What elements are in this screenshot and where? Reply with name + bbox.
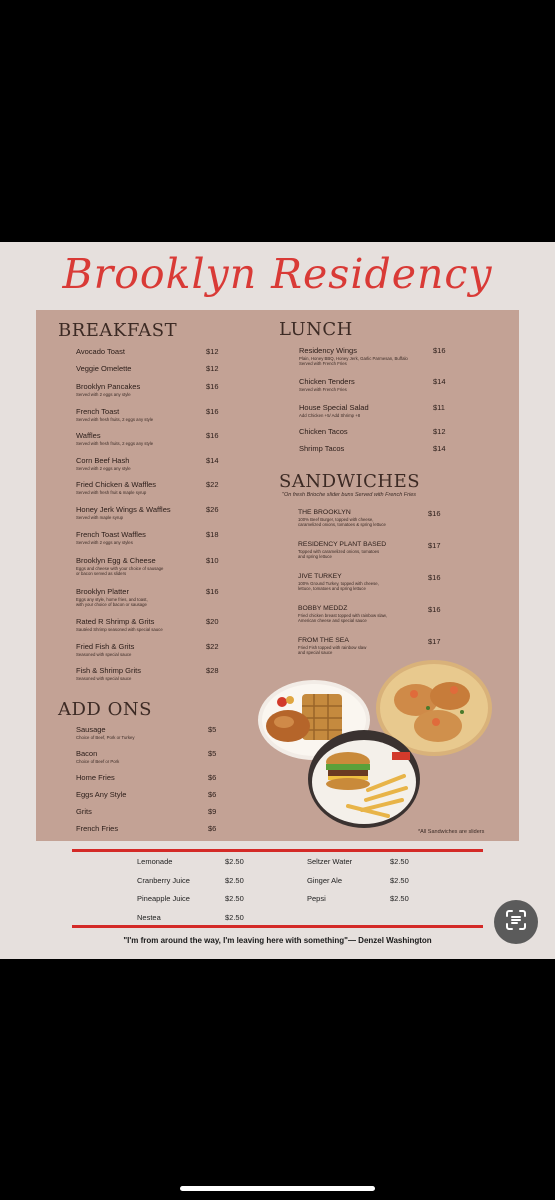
menu-item: Chicken Tenders Served with French Fries [299, 377, 355, 392]
beverage-name: Seltzer Water [307, 857, 353, 866]
item-price: $6 [208, 824, 217, 833]
item-price: $18 [206, 530, 219, 539]
sandwiches-footnote: *All Sandwiches are sliders [418, 829, 485, 835]
menu-item: Bacon Choice of Beef or Pork [76, 749, 120, 764]
item-price: $26 [206, 505, 219, 514]
menu-item: FROM THE SEA Fried Fish topped with rainbow slaw and special sauce [298, 637, 367, 656]
menu-item: Fried Fish & Grits Seasoned with special sauce [76, 642, 135, 657]
menu-item: House Special Salad Add Chicken +5/ Add Shrimp +8 [299, 403, 369, 418]
item-price: $5 [208, 749, 217, 758]
beverage-price: $2.50 [225, 894, 244, 903]
item-price: $16 [428, 509, 441, 518]
menu-item: Brooklyn Platter Eggs any style, home fries, and toast, with your choice of bacon or sausage [76, 587, 148, 608]
beverage-price: $2.50 [225, 913, 244, 922]
menu-item: Corn Beef Hash Served with 2 eggs any style [76, 456, 131, 471]
menu-item: Fried Chicken & Waffles Served with fresh fruit & maple syrup [76, 480, 157, 495]
lunch-heading: LUNCH [279, 319, 353, 340]
menu-item: Brooklyn Pancakes Served with 2 eggs any style [76, 382, 141, 397]
item-price: $16 [206, 407, 219, 416]
item-price: $16 [206, 431, 219, 440]
beverage-name: Nestea [137, 913, 161, 922]
menu-item: Brooklyn Egg & Cheese Eggs and cheese with your choice of sausage or bacon served as sliders [76, 556, 164, 577]
menu-item: French Toast Served with fresh fruits, 2 eggs any style [76, 407, 154, 422]
menu-item: RESIDENCY PLANT BASED Topped with caramelized onions, tomatoes and spring lettuce [298, 541, 387, 560]
item-price: $5 [208, 725, 217, 734]
text-scan-button[interactable] [494, 900, 538, 944]
menu-item: JIVE TURKEY 100% Ground Turkey, topped with cheese, lettuce, tomatoes and spring lettuce [298, 573, 379, 592]
burger-fries-photo [308, 730, 420, 828]
menu-item: Veggie Omelette [76, 364, 132, 373]
item-price: $17 [428, 637, 441, 646]
beverage-price: $2.50 [390, 857, 409, 866]
item-price: $16 [428, 605, 441, 614]
menu-item: Waffles Served with fresh fruits, 2 eggs any style [76, 431, 154, 446]
home-indicator[interactable] [180, 1186, 375, 1191]
item-price: $14 [433, 444, 446, 453]
sandwiches-heading: SANDWICHES [279, 471, 421, 492]
item-price: $20 [206, 617, 219, 626]
top-divider [72, 849, 483, 852]
menu-item: French Toast Waffles Served with 2 eggs any styles [76, 530, 146, 545]
sandwiches-subtitle: "On fresh Brioche slider buns Served with French Fries [282, 492, 417, 498]
menu-title: Brooklyn Residency [62, 250, 493, 298]
beverage-name: Lemonade [137, 857, 173, 866]
item-price: $22 [206, 480, 219, 489]
item-price: $12 [206, 364, 219, 373]
menu-item: Honey Jerk Wings & Waffles Served with maple syrup [76, 505, 171, 520]
beverage-price: $2.50 [390, 876, 409, 885]
item-price: $16 [206, 382, 219, 391]
item-price: $16 [433, 346, 446, 355]
item-price: $22 [206, 642, 219, 651]
menu-item: Grits [76, 807, 92, 816]
item-price: $9 [208, 807, 217, 816]
item-price: $6 [208, 773, 217, 782]
item-price: $6 [208, 790, 217, 799]
beverage-price: $2.50 [225, 857, 244, 866]
menu-item: Home Fries [76, 773, 115, 782]
beverage-name: Ginger Ale [307, 876, 343, 885]
item-price: $14 [433, 377, 446, 386]
menu-item: Residency Wings Plain, Honey BBQ, Honey Jerk, Garlic Parmesan, Buffalo Served with French Fries [299, 346, 408, 367]
item-price: $12 [433, 427, 446, 436]
item-price: $16 [206, 587, 219, 596]
item-price: $16 [428, 573, 441, 582]
menu-item: French Fries [76, 824, 119, 833]
menu-item: Eggs Any Style [76, 790, 127, 799]
text-scan-icon [504, 908, 528, 937]
menu-panel [36, 310, 519, 841]
menu-item: Sausage Choice of Beef, Pork or Turkey [76, 725, 135, 740]
menu-item: BOBBY MEDDZ Fried chicken breast topped with rainbow slaw, American cheese and special sauce [298, 605, 387, 624]
footer-quote: "I'm from around the way, I'm leaving here with something"— Denzel Washington [123, 936, 432, 945]
menu-image [0, 242, 555, 959]
item-price: $17 [428, 541, 441, 550]
add-ons-heading: ADD ONS [58, 699, 152, 720]
item-price: $28 [206, 666, 219, 675]
item-price: $11 [433, 403, 445, 412]
beverage-price: $2.50 [390, 894, 409, 903]
breakfast-heading: BREAKFAST [58, 320, 178, 341]
menu-item: Shrimp Tacos [299, 444, 345, 453]
bottom-divider [72, 925, 483, 928]
beverage-name: Cranberry Juice [137, 876, 190, 885]
item-price: $10 [206, 556, 219, 565]
menu-item: THE BROOKLYN 100% Beef Burger, topped with cheese, caramelized onions, tomatoes & spring lettuce [298, 509, 386, 528]
beverage-price: $2.50 [225, 876, 244, 885]
beverage-name: Pepsi [307, 894, 326, 903]
item-price: $12 [206, 347, 219, 356]
menu-item: Avocado Toast [76, 347, 125, 356]
menu-item: Fish & Shrimp Grits Seasoned with special sauce [76, 666, 142, 681]
menu-item: Chicken Tacos [299, 427, 348, 436]
item-price: $14 [206, 456, 219, 465]
beverage-name: Pineapple Juice [137, 894, 190, 903]
menu-item: Rated R Shrimp & Grits Sautéed Shrimp seasoned with special sauce [76, 617, 163, 632]
